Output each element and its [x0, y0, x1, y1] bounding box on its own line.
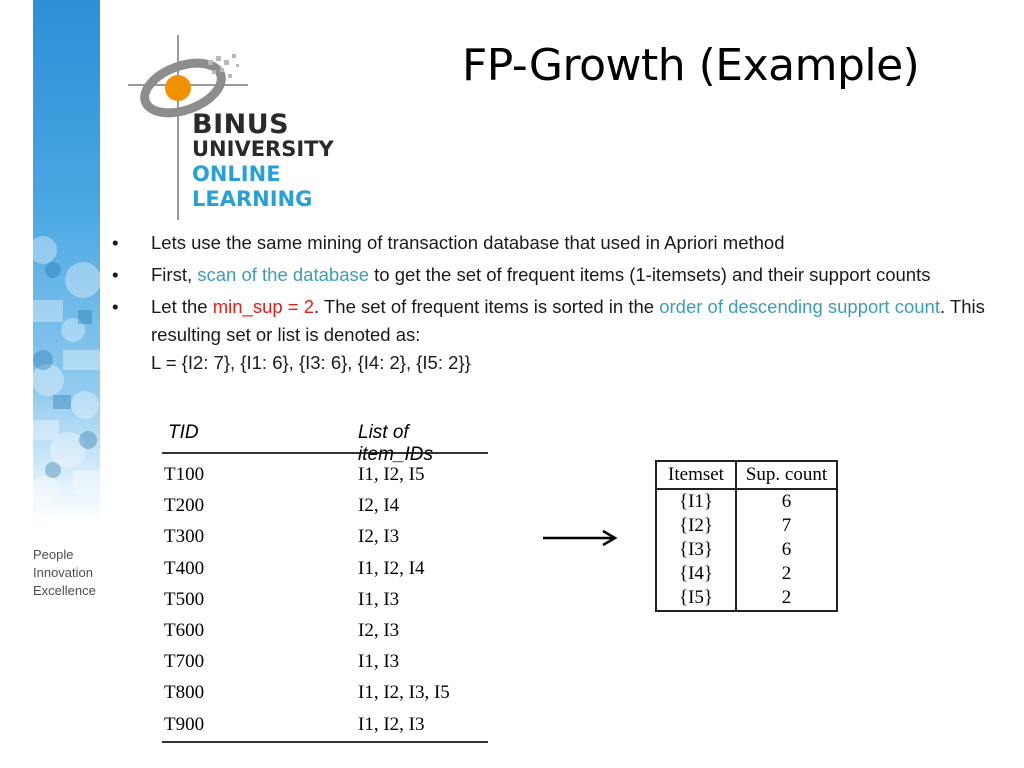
cell-itemset: {I1}	[656, 489, 736, 514]
table-row	[162, 678, 488, 709]
table-row	[656, 562, 837, 586]
table-row	[162, 647, 488, 678]
table-row	[656, 489, 837, 514]
bullet-text: Let the	[151, 296, 213, 317]
cell-itemset: {I4}	[656, 562, 736, 586]
tagline-people: People	[33, 547, 74, 562]
cell-sup-count: 6	[781, 491, 792, 512]
transaction-table	[162, 418, 488, 743]
support-count-table	[655, 460, 838, 612]
table-row	[656, 538, 837, 562]
cell-items: I2, I3	[358, 619, 400, 641]
cell-itemset: {I3}	[656, 538, 736, 562]
transaction-table-body	[162, 454, 488, 743]
slide-title: FP-Growth (Example)	[462, 40, 920, 91]
bullet-highlight: order of descending support count	[659, 296, 940, 317]
bullet-highlight: scan of the database	[197, 264, 370, 285]
logo-binus: BINUS	[192, 109, 290, 140]
cell-tid: T900	[164, 713, 205, 735]
cell-sup-count: 2	[781, 563, 792, 584]
bullet-text: . The set of frequent items is sorted in the	[314, 296, 660, 317]
cell-tid: T800	[164, 682, 205, 704]
cell-items: I1, I2, I3, I5	[358, 682, 450, 704]
tagline	[33, 546, 96, 600]
cell-tid: T700	[164, 651, 205, 673]
cell-sup-count: 6	[781, 539, 792, 560]
bullet-item	[112, 293, 1007, 377]
table-row	[162, 554, 488, 585]
cell-tid: T400	[164, 557, 205, 579]
cell-items: I1, I2, I4	[358, 557, 425, 579]
table-row	[656, 514, 837, 538]
cell-items: I2, I3	[358, 526, 400, 548]
cell-items: I2, I4	[358, 495, 400, 517]
decorative-side-strip	[33, 0, 100, 520]
cell-items: I1, I3	[358, 588, 400, 610]
bullet-text: Lets use the same mining of transaction database that used in Apriori method	[151, 232, 785, 253]
column-header-sup-count: Sup. count	[736, 461, 837, 489]
tagline-innovation: Innovation	[33, 565, 93, 580]
cell-itemset: {I2}	[656, 514, 736, 538]
bullet-text: First,	[151, 264, 198, 285]
column-header-items: List of item_IDs	[358, 422, 433, 465]
logo-learning: LEARNING	[192, 187, 313, 211]
cell-sup-count: 7	[781, 515, 792, 536]
table-row	[162, 491, 488, 522]
strip-pattern	[33, 0, 100, 520]
table-row	[162, 710, 488, 741]
bullet-item	[112, 261, 1007, 289]
column-header-tid: TID	[168, 422, 199, 443]
bullet-dot-icon: •	[112, 296, 119, 317]
transaction-table-header	[162, 418, 488, 465]
table-row	[656, 586, 837, 611]
logo-online: ONLINE	[192, 162, 281, 186]
support-table-header	[656, 461, 837, 489]
cell-tid: T100	[164, 464, 205, 485]
bullet-item	[112, 229, 1007, 257]
cell-tid: T300	[164, 526, 205, 548]
cell-tid: T500	[164, 588, 205, 610]
cell-tid: T200	[164, 495, 205, 517]
cell-items: I1, I2, I5	[358, 464, 425, 485]
bullet-text: to get the set of frequent items (1-itemsets) and their support counts	[369, 264, 931, 285]
bullet-dot-icon: •	[112, 232, 119, 253]
table-row	[162, 460, 488, 491]
bullet-list	[112, 229, 1007, 381]
table-row	[162, 585, 488, 616]
sorted-list-text: L = {I2: 7}, {I1: 6}, {I3: 6}, {I4: 2}, {I5: 2}}	[151, 352, 471, 373]
cell-sup-count: 2	[781, 587, 792, 608]
bullet-dot-icon: •	[112, 264, 119, 285]
table-row	[162, 522, 488, 553]
column-header-itemset: Itemset	[656, 461, 736, 489]
table-row	[162, 616, 488, 647]
bullet-highlight-min-sup: min_sup = 2	[212, 296, 315, 317]
binus-logo-text	[192, 109, 334, 212]
cell-items: I1, I3	[358, 651, 400, 673]
logo-university: UNIVERSITY	[192, 137, 334, 161]
arrow-right-icon	[543, 528, 619, 548]
cell-items: I1, I2, I3	[358, 713, 425, 735]
tagline-excellence: Excellence	[33, 583, 96, 598]
cell-tid: T600	[164, 619, 205, 641]
cell-itemset: {I5}	[656, 586, 736, 611]
bullet-text: . This resulting set or list is denoted as:	[151, 296, 985, 345]
support-table-body	[656, 489, 837, 611]
